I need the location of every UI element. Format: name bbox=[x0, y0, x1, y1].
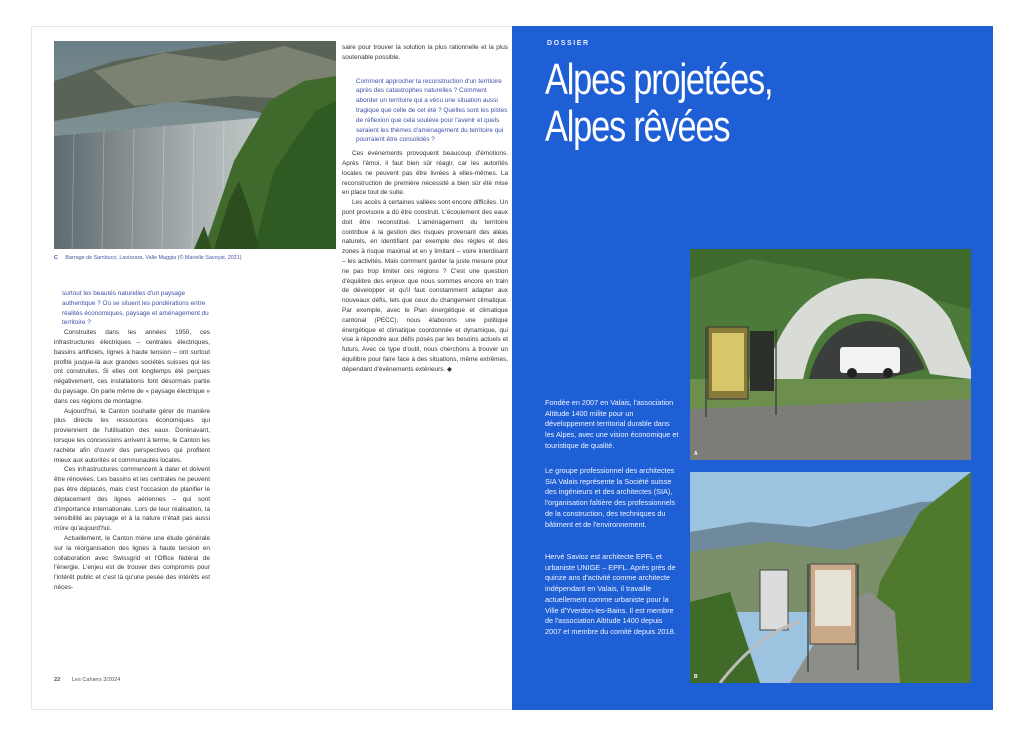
mountain-road-photo bbox=[690, 472, 971, 683]
caption-mark: C bbox=[54, 255, 58, 261]
photo-tag: A bbox=[694, 451, 698, 457]
association-blurb: Fondée en 2007 en Valais, l'association Altitude 1400 milite pour un développement territorial durable dans les Alpes, avec une vision économique et touristique de qualité. bbox=[545, 398, 679, 450]
body-paragraph: Construites dans les années 1950, ces infrastructures électriques – centrales électriques, bassins artificiels, lignes à haute tension – ont surtout profité jusque-là aux grandes sociétés suisses qui les ont construites. Si elles ont longtemps été perçues négativement, ces installations font désormais partie du paysage. On parle même de « paysage électrique » dans ces régions de montagne. bbox=[54, 329, 210, 405]
headline-line-2: Alpes rêvées bbox=[545, 102, 730, 151]
page-number: 22 bbox=[54, 677, 61, 683]
headline bbox=[545, 56, 873, 150]
interview-question: surtout les beautés naturelles d'un paysage authentique ? Où se situent les pondérations entre réalités économiques, paysage et aménagement du territoire ? bbox=[62, 290, 209, 327]
author-bio: Hervé Savioz est architecte EPFL et urbaniste UNIGE – EPFL. Après près de quinze ans d'activité comme architecte indépendant en Valais, il travaille actuellement comme urbaniste pour la Ville d'Yverdon-les-Bains. Il est membre de l'association Altitude 1400 depuis 2007 et membre du comité depuis 2018. bbox=[545, 552, 676, 636]
caption-text: Barrage de Sambuco, Lavizzara, Valle Maggia (© Marielle Savoyat, 2021) bbox=[65, 255, 242, 261]
sia-blurb: Le groupe professionnel des architectes SIA Valais représente la Société suisse des ingénieurs et des architectes (SIA), l'organisation faîtière des professionnels de la construction, des techniques du bâtiment et de l'environnement. bbox=[545, 466, 675, 529]
body-paragraph: Ces infrastructures commencent à dater et doivent être rénovées. Les bassins et les centrales ne peuvent pas être déplacés, mais c'est l'occasion de planifier le déplacement des lignes aériennes – qui sont d'importance internationale. Lors de leur réalisation, la sensibilité au paysage et à la nature n'était pas aussi mûre qu'aujourd'hui. bbox=[54, 466, 210, 533]
body-paragraph: Actuellement, le Canton mène une étude générale sur la réorganisation des lignes à haute tension en collaboration avec Swissgrid et l'Office fédéral de l'énergie. L'enjeu est de trouver des compromis pour l'intérêt public et c'est là qu'une pesée des intérêts est néces- bbox=[54, 534, 210, 591]
body-paragraph: Aujourd'hui, le Canton souhaite gérer de manière plus directe les ressources économiques qui proviennent de l'utilisation des eaux. Dorénavant, lorsque les concessions arrivent à terme, le Canton les rachète afin d'ouvrir des perspectives qui profitent mieux aux autorités et communautés locales. bbox=[54, 407, 210, 464]
text-column-right bbox=[342, 43, 508, 375]
body-paragraph: Ces événements provoquent beaucoup d'émotions. Après l'émoi, il faut bien sûr réagir, car les autorités locales ne peuvent pas être livrées à elles-mêmes. La reconstruction de première nécessité a bien sûr été mise en place tout de suite. bbox=[342, 150, 508, 197]
photo-caption bbox=[54, 255, 354, 262]
headline-line-1: Alpes projetées, bbox=[545, 55, 773, 104]
bridge-photo bbox=[690, 249, 971, 460]
body-paragraph: Les accès à certaines vallées sont encore difficiles. Un pont provisoire a dû être construit. L'écoulement des eaux doit être reconstitué. L'aménagement du territoire contribue à la gestion des risques provenant des aléas naturels, en identifiant par exemple des règles et des zones à risque maximal et en y limitant – voire interdisant – les activités. Mais comment garder la juste mesure pour ne pas trop limiter ces régions ? C'est une question d'équilibre des enjeux que nous sommes encore en train de développer et qu'il faut constamment adapter aux nouveaux défis, tels que ceux du changement climatique. Par exemple, avec le Plan énergétique et climatique cantonal (PECC), nous élaborons une politique énergétique et climatique coordonnée et dynamique, qui vise à répondre aux défis posés par les besoins actuels et futurs. Avec ce type d'outil, nous cherchons à trouver un équilibre pour faire face à des situations, même extrêmes, dépendant d'événements extérieurs. ◆ bbox=[342, 199, 508, 373]
left-page bbox=[31, 26, 513, 710]
page-footer bbox=[54, 677, 120, 683]
interview-question: Comment approcher la reconstruction d'un territoire après des catastrophes naturelles ? Comment aborder un territoire qui a vécu une situation aussi tragique que celle de cet été ? Quelles sont les pistes de réflexion que cela soulève pour l'avenir et quels seraient les thèmes d'aménagement du territoire qui pourraient être consolidés ? bbox=[356, 77, 508, 144]
body-paragraph: saire pour trouver la solution la plus rationnelle et la plus soutenable possible. bbox=[342, 44, 508, 61]
section-kicker: DOSSIER bbox=[547, 40, 590, 47]
dam-photo bbox=[54, 41, 336, 249]
publication-title: Les Cahiers 3/2024 bbox=[71, 677, 121, 683]
right-page bbox=[512, 26, 993, 710]
photo-tag: B bbox=[694, 674, 698, 680]
text-column-left bbox=[54, 289, 210, 593]
